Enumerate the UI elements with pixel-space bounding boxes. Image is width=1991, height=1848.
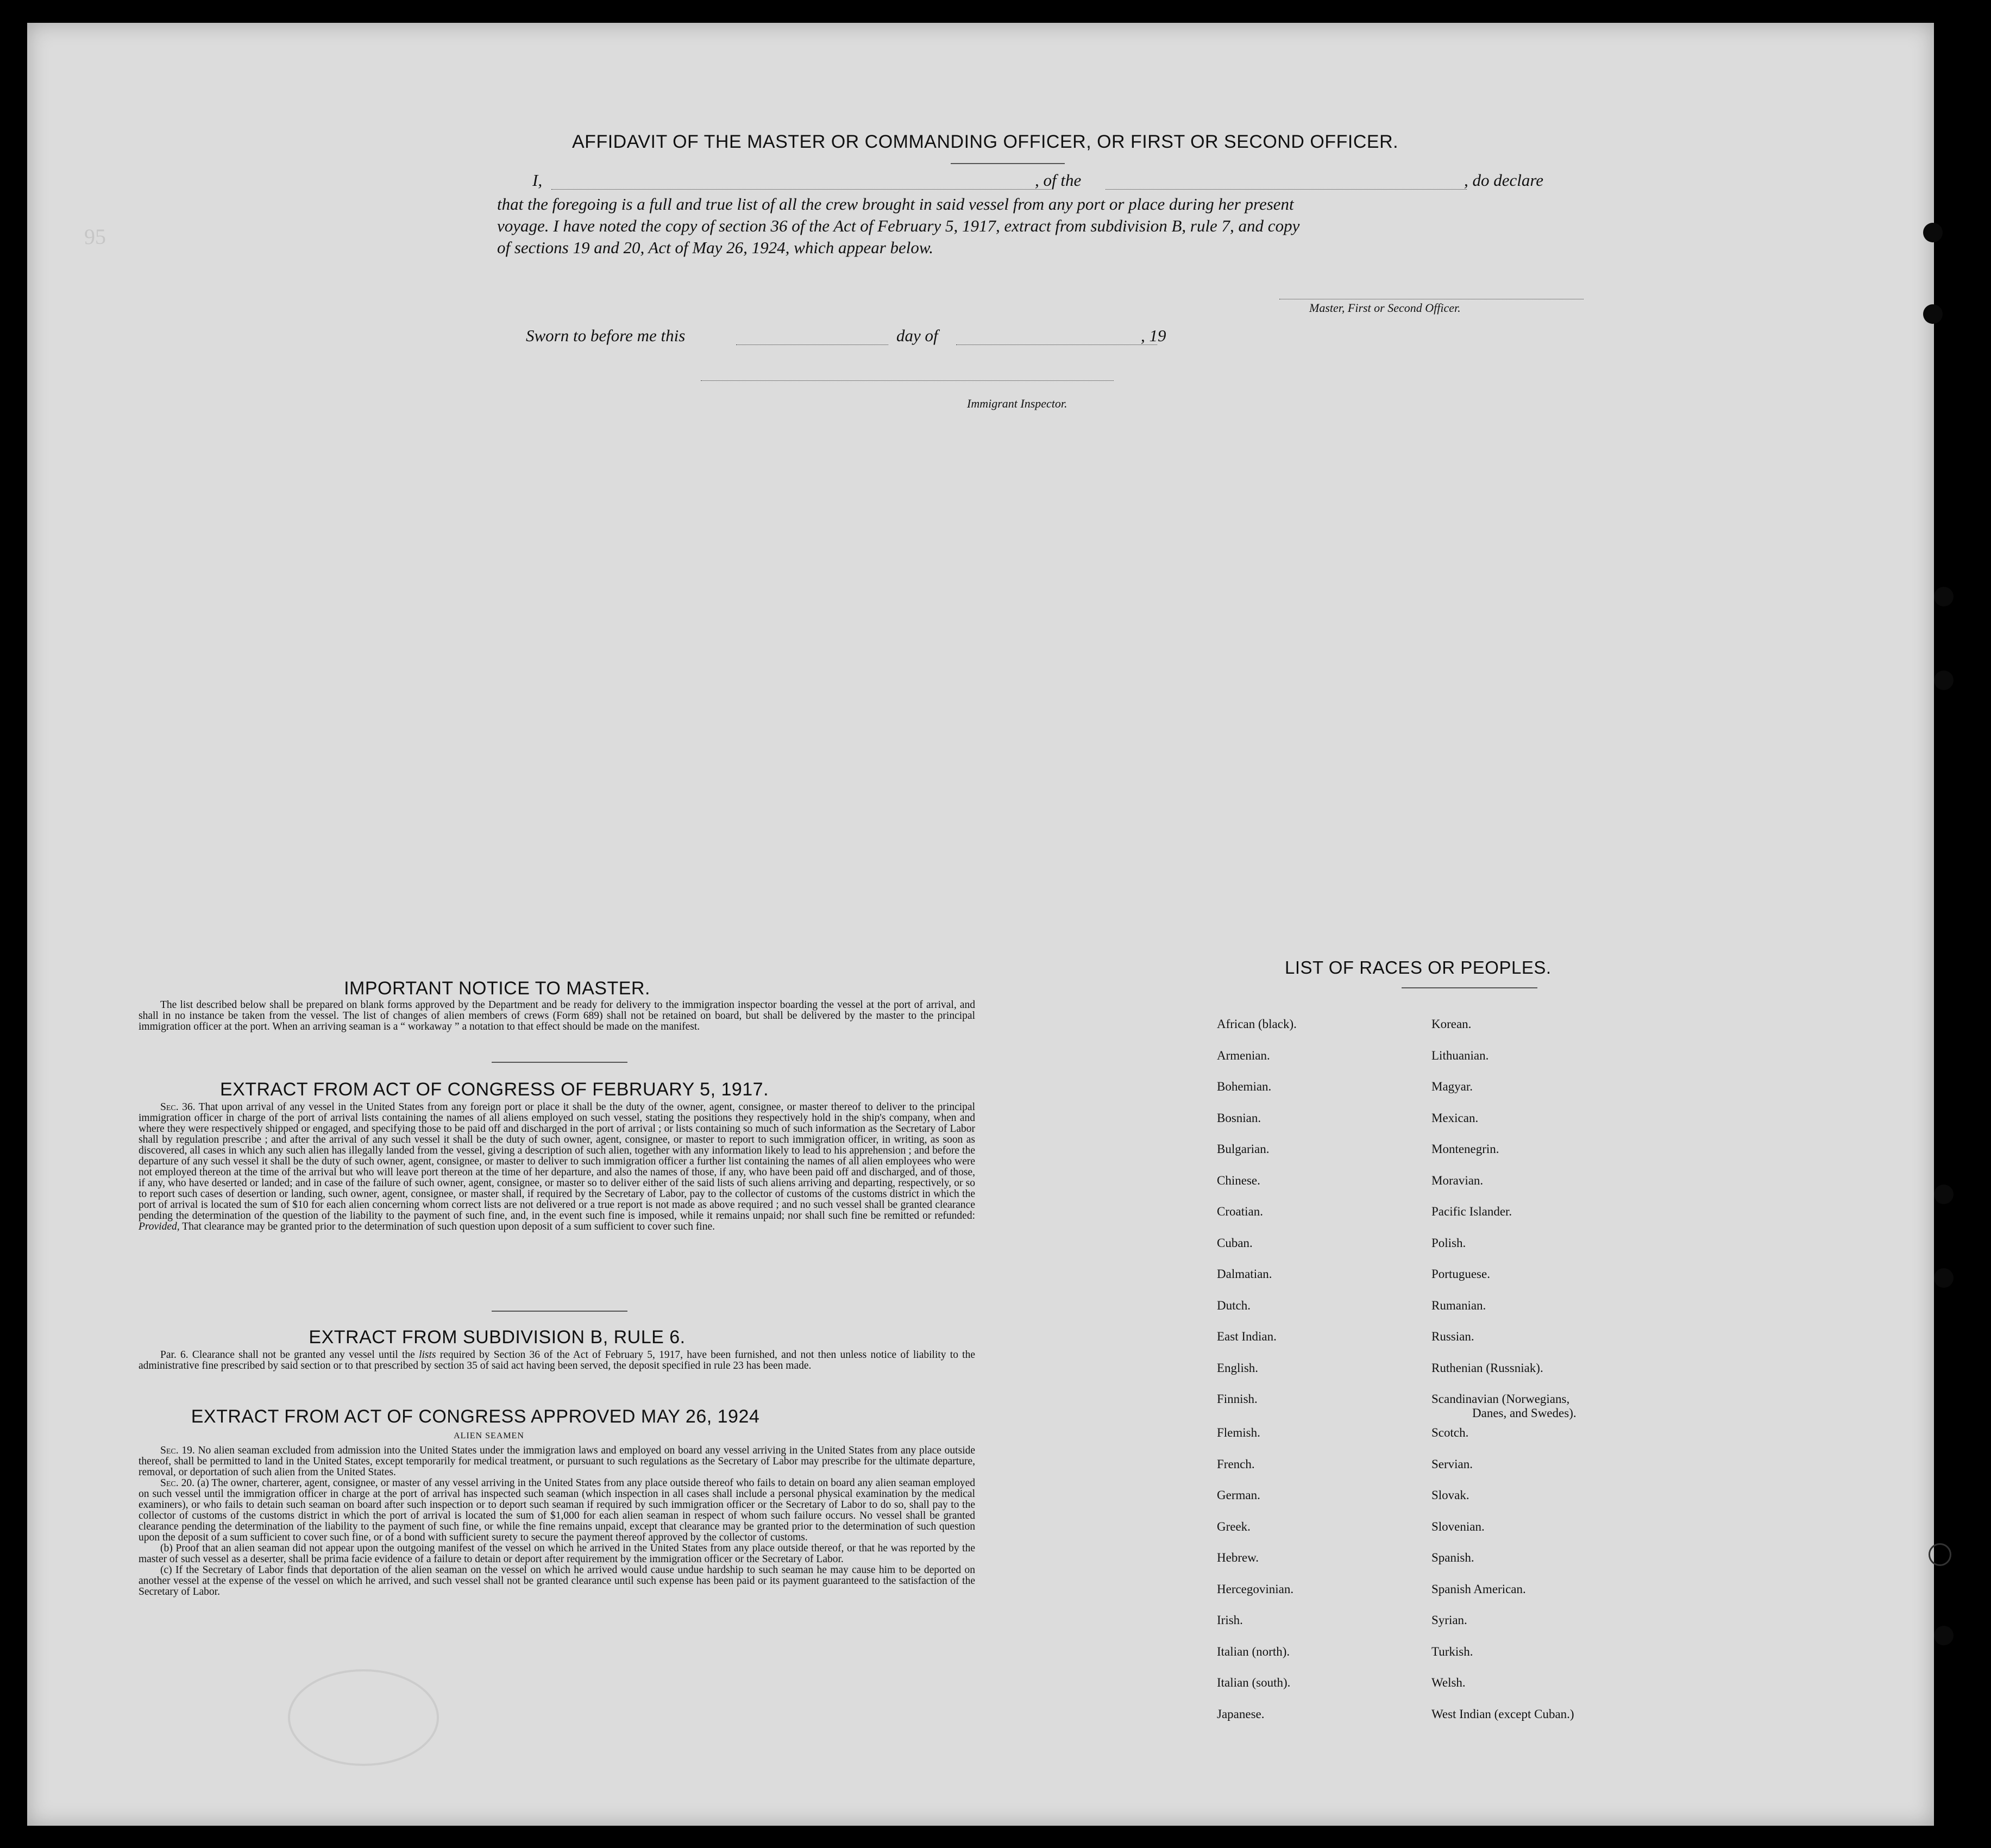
race-item: Finnish. (1217, 1392, 1258, 1406)
race-item: West Indian (except Cuban.) (1431, 1707, 1574, 1721)
race-item: Armenian. (1217, 1048, 1270, 1062)
sworn-year: , 19 (1141, 326, 1166, 345)
sec20a-body: (a) The owner, charterer, agent, consignee, or master of any vessel arriving in the United States from any place outside thereof who fails to detain on board any alien seaman employed on such vessel until the immigration officer in charge at the port of arrival has inspected such seaman (which inspection in all cases shall include a personal physical examination by the medical examiners), or who fails to detain such seaman on board after such inspection or to deport such seaman if required by such immigration officer or the Secretary of Labor to do so, shall pay to the collector of customs of the customs district in which the port of arrival is located the sum of $1,000 for each alien seaman in respect of whom such failure occurs. No vessel shall be granted clearance pending the determination of the liability to the payment of such fine, or while the fine remains unpaid, except that clearance may be granted prior to the determination of such question upon the deposit of a sum sufficient to cover such fine, or of a bond with sufficient surety to secure the payment thereof approved by the collector of customs. (139, 1477, 975, 1543)
sec20c-text: (c) If the Secretary of Labor finds that deportation of the alien seaman on the vessel on which he arrived would cause undue hardship to such seaman he may cause him to be deported on another vessel at the expense of the vessel on which he arrived, and such vessel shall not be granted clearance until such expense has been paid or its payment guaranteed to the satisfaction of the Secretary of Labor. (139, 1564, 975, 1598)
punch-hole (1934, 1268, 1954, 1288)
sec20a-text (139, 1478, 975, 1543)
race-item: Polish. (1431, 1236, 1466, 1250)
race-item: Ruthenian (Russniak). (1431, 1361, 1543, 1375)
sworn-day-of: day of (896, 326, 938, 345)
extract-1917-divider (492, 1311, 627, 1312)
race-item: Irish. (1217, 1613, 1243, 1627)
form-sheet (27, 23, 1934, 1826)
proviso-label: Provided, (139, 1221, 180, 1232)
race-item: East Indian. (1217, 1330, 1277, 1343)
race-item: Bohemian. (1217, 1080, 1272, 1093)
race-item: Slovenian. (1431, 1519, 1485, 1533)
notice-title: IMPORTANT NOTICE TO MASTER. (344, 978, 650, 999)
race-item: Hercegovinian. (1217, 1582, 1294, 1596)
sworn-month-blank[interactable] (956, 344, 1157, 345)
race-item: Chinese. (1217, 1173, 1260, 1187)
race-item: Pacific Islander. (1431, 1205, 1512, 1218)
sec19-label: Sec. 19. (160, 1445, 195, 1456)
alien-seamen-subtitle: ALIEN SEAMEN (454, 1431, 524, 1440)
affidavit-line4: of sections 19 and 20, Act of May 26, 1924, which appear below. (497, 238, 934, 257)
race-item: Scandinavian (Norwegians, (1431, 1392, 1570, 1406)
faint-stamp-mark (288, 1669, 439, 1766)
race-item: Italian (south). (1217, 1676, 1291, 1689)
punch-hole (1934, 671, 1954, 690)
notice-divider (492, 1062, 627, 1063)
race-item: French. (1217, 1457, 1255, 1471)
rule6-text-b: required by Section 36 of the Act of February 5, 1917, have been furnished, and not then unless notice of liability to the administrative fine prescribed by said section or to that prescribed by section 35 of said act having been served, the deposit specified in rule 23 has been made. (139, 1349, 976, 1371)
race-item: Lithuanian. (1431, 1048, 1489, 1062)
race-item: Bosnian. (1217, 1111, 1261, 1125)
race-item: Bulgarian. (1217, 1142, 1270, 1156)
race-item: Greek. (1217, 1519, 1251, 1533)
sec20-label: Sec. 20. (160, 1477, 194, 1489)
race-item: Japanese. (1217, 1707, 1265, 1721)
punch-hole (1934, 1626, 1954, 1645)
races-divider (1402, 987, 1537, 988)
race-item: Rumanian. (1431, 1298, 1486, 1312)
race-item: Korean. (1431, 1017, 1472, 1031)
sec19-body: No alien seaman excluded from admission into the United States under the immigration laws and employed on board any vessel arriving in the United States from any place outside thereof, shall be permitted to land in the United States, except temporarily for medical treatment, or pursuant to such regulations as the Secretary of Labor may prescribe for the ultimate departure, removal, or deportation of such alien from the United States. (139, 1445, 976, 1478)
affidavit-line-i: I, (532, 171, 543, 190)
race-item: Dutch. (1217, 1298, 1251, 1312)
extract-1924-title: EXTRACT FROM ACT OF CONGRESS APPROVED MAY 26, 1924 (191, 1406, 760, 1427)
name-blank[interactable] (551, 189, 1051, 190)
sworn-prefix: Sworn to before me this (526, 326, 686, 345)
race-item: Welsh. (1431, 1676, 1466, 1689)
rule6-title: EXTRACT FROM SUBDIVISION B, RULE 6. (309, 1327, 686, 1348)
margin-number: 95 (84, 224, 106, 249)
punch-hole (1934, 1185, 1954, 1204)
lists-word: lists (419, 1349, 436, 1361)
race-item: Flemish. (1217, 1426, 1260, 1439)
race-item: Syrian. (1431, 1613, 1467, 1627)
races-title: LIST OF RACES OR PEOPLES. (1285, 957, 1552, 978)
race-item: English. (1217, 1361, 1259, 1375)
rule6-text-a: Clearance shall not be granted any vessel until the (192, 1349, 415, 1361)
race-item: Mexican. (1431, 1111, 1479, 1125)
extract-1917-text (139, 1102, 975, 1232)
race-item: Moravian. (1431, 1173, 1484, 1187)
sec20b-text: (b) Proof that an alien seaman did not appear upon the outgoing manifest of the vessel on which he arrived in the United States from any place outside thereof, or that he was reported by the master of such vessel as a deserter, shall be prima facie evidence of a failure to detain or deport after requirement by the immigration officer or the Secretary of Labor. (139, 1543, 975, 1565)
proviso-text: That clearance may be granted prior to the determination of such question upon deposit of a sum sufficient to cover such fine. (182, 1221, 715, 1232)
sec19-text (139, 1445, 975, 1478)
race-item: Portuguese. (1431, 1267, 1490, 1281)
master-signature-label: Master, First or Second Officer. (1309, 301, 1461, 315)
punch-hole (1923, 223, 1943, 242)
race-item: Montenegrin. (1431, 1142, 1499, 1156)
par6-label: Par. 6. (160, 1349, 189, 1361)
race-item: Magyar. (1431, 1080, 1473, 1093)
affidavit-title: AFFIDAVIT OF THE MASTER OR COMMANDING OFFICER, OR FIRST OR SECOND OFFICER. (572, 131, 1399, 152)
race-item: African (black). (1217, 1017, 1297, 1031)
affidavit-declare: , do declare (1464, 171, 1544, 190)
title-divider (951, 163, 1065, 164)
punch-hole (1923, 304, 1943, 324)
extract-1917-title: EXTRACT FROM ACT OF CONGRESS OF FEBRUARY 5, 1917. (219, 1079, 769, 1100)
rule6-text (139, 1350, 975, 1371)
notice-text: The list described below shall be prepared on blank forms approved by the Department and be ready for delivery to the immigration inspector boarding the vessel at the port of arrival, and shall in no instance be taken from the vessel. The list of changes of alien members of crews (Form 689) shall not be retained on board, but shall be delivered by the master to the principal immigration officer at the port. When an arriving seaman is a “ workaway ” a notation to that effect should be made on the manifest. (139, 999, 975, 1032)
sec36-text: That upon arrival of any vessel in the United States from any foreign port or place it shall be the duty of the owner, agent, consignee, or master thereof to deliver to the principal immigration officer in charge of the port of arrival lists containing the names of all aliens employed on such vessel, stating the positions they respectively hold in the ship's company, when and where they were respectively shipped or engaged, and specifying those to be paid off and discharged in the port of arrival ; or lists containing so much of such information as the Secretary of Labor shall by regulation prescribe ; and after the arrival of any such vessel it shall be the duty of such owner, agent, consignee, or master to report to such immigration officer, in writing, as soon as discovered, all cases in which any such alien has illegally landed from the vessel, giving a description of such alien, together with any information likely to lead to his apprehension ; and before the departure of any such vessel it shall be the duty of such owner, agent, consignee, or master to deliver to such immigration officer a further list containing the names of all alien employees who were not employed thereon at the time of the arrival but who will leave port thereon at the time of her departure, and also the names of those, if any, who have been paid off and discharged, and of those, if any, who have deserted or landed; and in case of the failure of such owner, agent, consignee, or master so to deliver either of the said lists of such aliens arriving and departing, respectively, or so to report such cases of desertion or landing, such owner, agent, consignee, or master shall, if required by the Secretary of Labor, pay to the collector of customs of the customs district in which the port of arrival is located the sum of $10 for each alien concerning whom correct lists are not delivered or a true report is not made as above required ; and no such vessel shall be granted clearance pending the determination of the question of the liability to the payment of such fine, and, in the event such fine is imposed, while it remains unpaid; nor shall such fine be remitted or refunded: (139, 1101, 975, 1221)
race-item: Spanish American. (1431, 1582, 1526, 1596)
race-item: Russian. (1431, 1330, 1474, 1343)
sec36-label: Sec. 36. (160, 1101, 196, 1113)
inspector-label: Immigrant Inspector. (967, 397, 1067, 410)
race-item: Dalmatian. (1217, 1267, 1272, 1281)
race-scandinavian-line2: Danes, and Swedes). (1472, 1406, 1577, 1420)
inspector-signature-blank[interactable] (701, 380, 1114, 381)
punch-hole (1934, 587, 1954, 606)
race-item: Slovak. (1431, 1488, 1469, 1502)
race-item: Servian. (1431, 1457, 1473, 1471)
race-item: Cuban. (1217, 1236, 1253, 1250)
sworn-day-blank[interactable] (736, 344, 888, 345)
race-item: German. (1217, 1488, 1260, 1502)
punch-hole (1929, 1543, 1951, 1566)
race-item: Turkish. (1431, 1644, 1473, 1658)
affidavit-line2: that the foregoing is a full and true list of all the crew brought in said vessel from any port or place during her present (497, 195, 1294, 214)
race-item: Spanish. (1431, 1551, 1474, 1564)
race-item: Italian (north). (1217, 1644, 1290, 1658)
race-item: Hebrew. (1217, 1551, 1259, 1564)
race-item: Scotch. (1431, 1426, 1469, 1439)
race-item: Croatian. (1217, 1205, 1263, 1218)
vessel-blank[interactable] (1106, 189, 1467, 190)
affidavit-of-the: , of the (1035, 171, 1082, 190)
affidavit-line3: voyage. I have noted the copy of section 36 of the Act of February 5, 1917, extract from subdivision B, rule 7, and copy (497, 216, 1300, 235)
